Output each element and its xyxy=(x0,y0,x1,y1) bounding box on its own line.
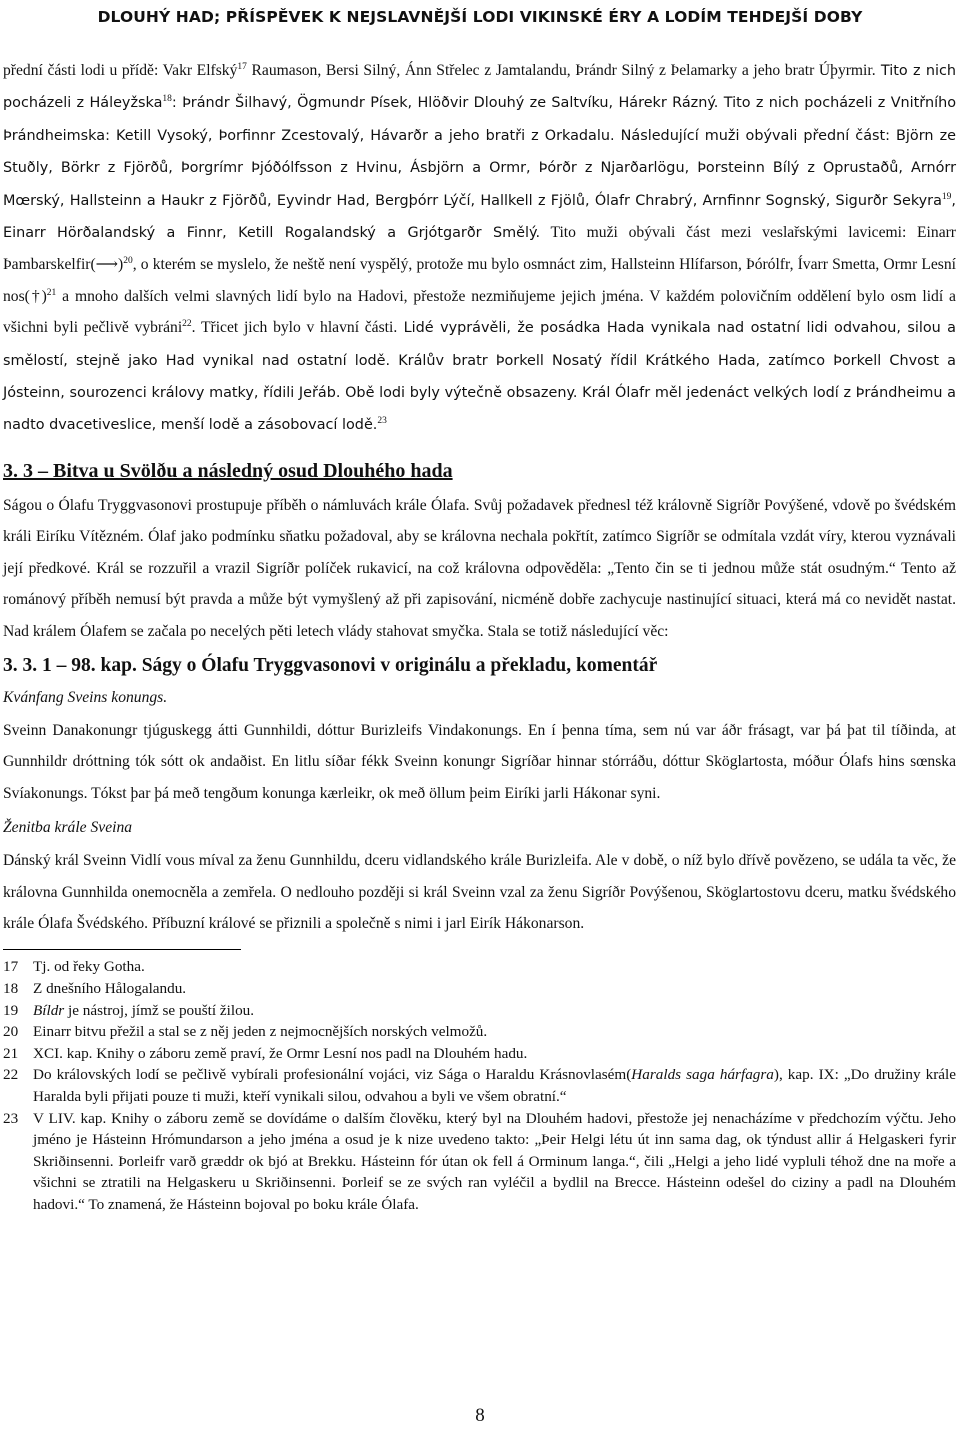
paragraph-crew: přední části lodi u přídě: Vakr Elfský$^{17}$ Raumason, Bersi Silný, Ánn Střelec z Jamtalandu, Þrándr Silný z Þelamarky a jeho bratr Úþyrmir. Tito z nich pocházeli z Háleyžska$^{18}$: Þrándr Šilhavý, Ögmundr Písek, Hlöðvir Dlouhý ze Saltvíku, Hárekr Rázný. Tito z nich pocházeli z Vnitřního Þrándheimska: Ketill Vysoký, Þorfinnr Zcestovalý, Hávarðr a jeho bratři z Orkadalu. Následující muži obývali přední část: Björn ze Stuðly, Börkr z Fjörðů, Þorgrímr Þjóðólfsson z Hvinu, Ásbjörn a Ormr, Þórðr z Njarðarlögu, Þorsteinn Bílý z Oprustaðů, Arnórr Mœrský, Hallsteinn a Haukr z Fjörðů, Eyvindr Had, Bergþórr Lýčí, Hallkell z Fjölů, Ólafr Chrabrý, Arnfinnr Sognský, Sigurðr Sekyra$^{19}$, Einarr Hörðalandský a Finnr, Ketill Rogalandský a Grjótgarðr Smělý. Tito muži obývali část mezi veslařskými lavicemi: Einarr Þambarskelfir(⟶)$^{20}$, o kterém se myslelo, že neště není vyspělý, protože mu bylo osmnáct zim, Hallsteinn Hlífarson, Þórólfr, Ívarr Smetta, Ormr Lesní nos(†)$^{21}$ a mnoho dalších velmi slavných lidí bylo na Hadovi, přestože nezmiňujeme jejich jména. V každém polovičním oddělení bylo osm lidí a všichni byli pečlivě vybráni$^{22}$. Třicet jich bylo v hlavní části. Lidé vyprávěli, že posádka Hada vynikala nad ostatní lidi odvahou, silou a smělostí, stejně jako Had vynikal nad ostatní lodě. Králův bratr Þorkell Nosatý řídil Krátkého Hada, zatímco Þorkell Chvost a Jósteinn, sourozenci královy matky, řídili Jeřáb. Obě lodi byly výtečně obsazeny. Král Ólafr měl jedenáct velkých lodí z Þrándheimu a nadto dvacetiveslice, menší lodě a zásobovací lodě.$^{23}$ xyxy=(3,61,957,434)
subsection-heading: 3. 3. 1 – 98. kap. Ságy o Ólafu Tryggvasonovi v originálu a překladu, komentář xyxy=(3,654,658,676)
footnote-ref-18[interactable]: 18 xyxy=(162,94,172,105)
original-text-caption: Kvánfang Sveins konungs. xyxy=(3,688,168,706)
footnote-ref-23[interactable]: 23 xyxy=(377,416,387,427)
footnote-ref-21[interactable]: 21 xyxy=(46,287,57,298)
footnote-18: 18 Z dnešního Hålogalandu. xyxy=(3,979,187,997)
footnote-19: 19 Bíldr je nástroj, jímž se pouští žilou. xyxy=(3,1001,255,1019)
footnote-20: 20 Einarr bitvu přežil a stal se z něj jeden z nejmocnějších norských velmožů. xyxy=(3,1023,488,1041)
footnote-21: 21 XCI. kap. Knihy o záboru země praví, že Ormr Lesní nos padl na Dlouhém hadu. xyxy=(3,1044,528,1062)
footnote-17: 17 Tj. od řeky Gotha. xyxy=(3,958,145,976)
translation-caption: Ženitba krále Sveina xyxy=(3,819,133,837)
footnote-separator xyxy=(3,949,241,950)
page-number: 8 xyxy=(475,1405,485,1426)
footnote-ref-20[interactable]: 20 xyxy=(123,256,133,267)
paragraph-courtship: Ságou o Ólafu Tryggvasonovi prostupuje příběh o námluvách krále Ólafa. Svůj požadavek přednesl též královně Sigríðr Povýšené, vdově po švédském králi Eiríku Vítězném. Ólaf jako podmínku sňatku požadoval, aby se královna nechala pokřtít, zatímco Sigríðr se odmítala vzdát víry, kterou vyznávali její předkové. Král se rozzuřil a vrazil Sigríðr políček rukavicí, na což královna odpověděla: „Tento čin se ti jednou může stát osudným.“ Tento až románový příběh nemusí být pravda a může být vymyšlený až při zapisování, nicméně dobře zachycuje nastinující situaci, která má co nevidět nastat. Nad králem Ólafem se začala po necelých pěti letech vlády stahovat smyčka. Stala se totiž následující věc: xyxy=(3,496,956,640)
paragraph-translation: Dánský král Sveinn Vidlí vous míval za ženu Gunnhildu, dceru vidlandského krále Burizleifa. Ale v době, o níž bylo dřívě povězeno, se udála ta věc, že královna Gunnhilda onemocněla a zemřela. O nedlouho později si král Sveinn vzal za ženu Sigríðr Povýšenou, Sköglartostovu dceru, matku švédského krále Ólafa Švédského. Příbuzní králové se přiznili a společně s nimi i jarl Eirík Hákonarson. xyxy=(3,852,956,932)
footnote-ref-19[interactable]: 19 xyxy=(941,191,952,202)
footnote-ref-22[interactable]: 22 xyxy=(182,319,192,330)
footnote-23: 23 V LIV. kap. Knihy o záboru země se dovídáme o dalším člověku, který byl na Dlouhém hadovi, přestože jej nenacházíme v předchozím výčtu. Jeho jméno je Hásteinn Hrómundarson a jeho jména a osud je k nize uvedeno takto: „Þeir Helgi létu út inn sama dag, ok týndust allir á Helgaskeri fyrir Skriðinsenni. Þorleifr varð græddr ok bjó at Brekku. Hásteinn fór útan ok fell á Orminum langa.“, čili „Helgi a jeho lidé vypluli téhož dne na moře a všichni se ztratili na Helgaskeru u Skriðinsenni. Þorleif se ze svých ran vyléčil a bydlil na Brecce. Hásteinn odešel do ciziny a padl na Dlouhém hadovi.“ To znamená, že Hásteinn bojoval po boku krále Ólafa. xyxy=(3,1109,956,1213)
paragraph-old-norse: Sveinn Danakonungr tjúguskegg átti Gunnhildi, dóttur Burizleifs Vindakonungs. En í þenna tíma, sem nú var áðr frásagt, var þá þat til tíðinda, at Gunnhildr dróttning tók sótt ok andaðist. En litlu síðar fékk Sveinn konungr Sigríðar hinnar stórráðu, dóttur Sköglartosta, móður Ólafs hins sœnska Svíakonungs. Tókst þar þá með tengðum konunga kærleikr, ok með öllum þeim Eiríki jarli Hákonar syni. xyxy=(3,721,956,802)
footnote-22: 22 Do královských lodí se pečlivě vybírali profesionální vojáci, viz Sága o Haraldu Krásnovlasém(Haralds saga hárfagra), kap. IX: „Do družiny krále Haralda byli přijati pouze ti muži, kteří vynikali silou, odvahou a byli ve všem obratní.“ xyxy=(3,1066,956,1105)
page-body xyxy=(3,55,956,1215)
section-heading: 3. 3 – Bitva u Svölðu a následný osud Dlouhého hada xyxy=(3,459,453,482)
footnote-ref-17[interactable]: 17 xyxy=(237,61,247,72)
running-header: DLOUHÝ HAD; PŘÍSPĚVEK K NEJSLAVNĚJŠÍ LODI VIKINSKÉ ÉRY A LODÍM TEHDEJŠÍ DOBY xyxy=(97,8,863,26)
